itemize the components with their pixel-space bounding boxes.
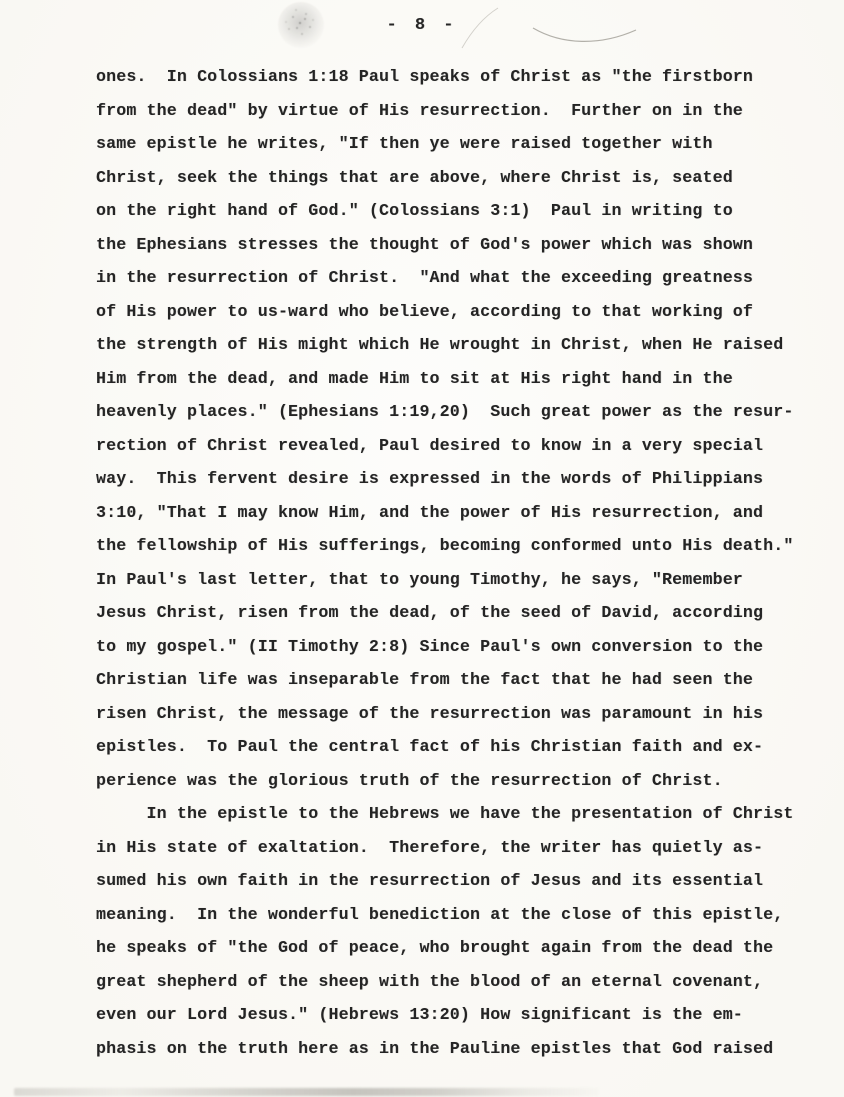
text-line: risen Christ, the message of the resurrection was paramount in his: [96, 703, 764, 723]
text-line: in His state of exaltation. Therefore, the writer has quietly as-: [96, 837, 764, 857]
text-line: in the resurrection of Christ. "And what the exceeding greatness: [96, 268, 754, 287]
text-line: epistles. To Paul the central fact of his Christian faith and ex-: [96, 737, 764, 756]
text-line: the strength of His might which He wrought in Christ, when He raised: [96, 335, 784, 354]
text-line: the fellowship of His sufferings, becoming conformed unto His death.": [96, 536, 794, 555]
text-line: In the epistle to the Hebrews we have the presentation of Christ: [96, 804, 794, 823]
text-line: to my gospel." (II Timothy 2:8) Since Paul's own conversion to the: [96, 636, 764, 656]
text-line: In Paul's last letter, that to young Timothy, he says, "Remember: [96, 569, 743, 589]
text-line: rection of Christ revealed, Paul desired to know in a very special: [96, 435, 764, 455]
text-line: of His power to us-ward who believe, according to that working of: [96, 301, 754, 321]
text-line: Christian life was inseparable from the fact that he had seen the: [96, 670, 754, 689]
text-line: Christ, seek the things that are above, where Christ is, seated: [96, 167, 733, 187]
text-line: heavenly places." (Ephesians 1:19,20) Such great power as the resur-: [96, 402, 794, 421]
text-line: on the right hand of God." (Colossians 3:1) Paul in writing to: [96, 201, 733, 220]
text-line: 3:10, "That I may know Him, and the power of His resurrection, and: [96, 502, 764, 522]
text-line: even our Lord Jesus." (Hebrews 13:20) How significant is the em-: [96, 1005, 743, 1024]
scan-edge-artifact: [14, 1088, 599, 1096]
text-line: perience was the glorious truth of the resurrection of Christ.: [96, 770, 723, 790]
typewritten-text-body: [96, 60, 816, 1065]
text-line: way. This fervent desire is expressed in the words of Philippians: [96, 469, 764, 488]
text-line: sumed his own faith in the resurrection of Jesus and its essential: [96, 871, 764, 890]
text-line: Him from the dead, and made Him to sit at His right hand in the: [96, 368, 733, 388]
text-line: great shepherd of the sheep with the blood of an eternal covenant,: [96, 971, 764, 991]
text-line: he speaks of "the God of peace, who brought again from the dead the: [96, 938, 774, 957]
text-line: phasis on the truth here as in the Pauline epistles that God raised: [96, 1038, 774, 1058]
text-line: from the dead" by virtue of His resurrection. Further on in the: [96, 100, 743, 120]
page-number: - 8 -: [386, 16, 458, 35]
text-line: same epistle he writes, "If then ye were raised together with: [96, 134, 713, 153]
text-line: the Ephesians stresses the thought of God's power which was shown: [96, 234, 754, 254]
text-line: ones. In Colossians 1:18 Paul speaks of Christ as "the firstborn: [96, 67, 754, 86]
text-line: meaning. In the wonderful benediction at the close of this epistle,: [96, 904, 784, 924]
text-line: Jesus Christ, risen from the dead, of the seed of David, according: [96, 603, 764, 622]
